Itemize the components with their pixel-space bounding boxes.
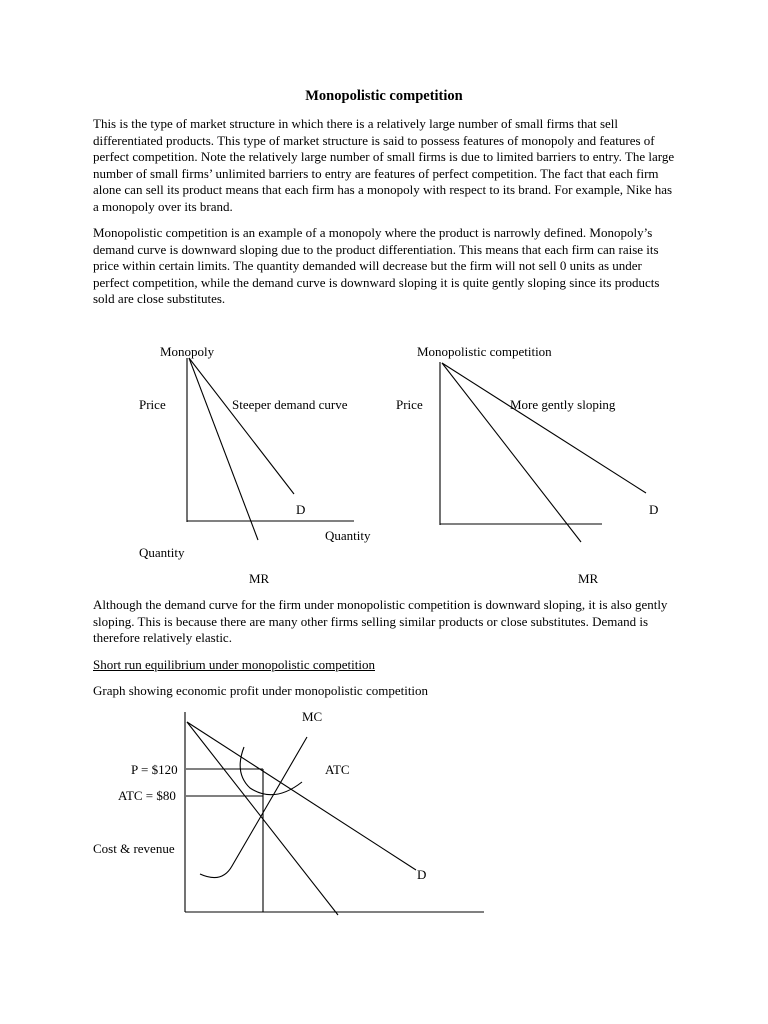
monopoly-quantity-label: Quantity xyxy=(325,528,371,543)
paragraph-elastic-demand: Although the demand curve for the firm under monopolistic competition is downward sloping, it is also gently sloping. This is because there are many other firms selling similar products or close substitutes. Demand is therefore relatively elastic. xyxy=(93,597,668,645)
profit-demand-label: D xyxy=(417,867,427,882)
profit-mc-label: MC xyxy=(302,709,323,724)
section-heading: Short run equilibrium under monopolistic competition xyxy=(93,657,375,672)
graph-caption: Graph showing economic profit under monopolistic competition xyxy=(93,683,429,698)
profit-price-value-label: P = $120 xyxy=(131,762,178,777)
monopolistic-graph-title: Monopolistic competition xyxy=(417,344,552,359)
page-title: Monopolistic competition xyxy=(305,88,463,104)
monopolistic-demand-label: D xyxy=(649,502,659,517)
monopoly-price-label: Price xyxy=(139,397,166,412)
profit-y-axis-label: Cost & revenue xyxy=(93,841,175,856)
monopoly-demand-label: D xyxy=(296,502,306,517)
paragraph-intro: This is the type of market structure in which there is a relatively large number of small firms that sell differentiated products. This type of market structure is said to possess features of monopoly and features of perfect competition. Note the relatively large number of small firms is due to limited barriers to entry. The large number of small firms’ unlimited barriers to entry are features of perfect competition. The fact that each firm alone can sell its product means that each firm has a monopoly with respect to its brand. For example, Nike has a monopoly over its brand. xyxy=(93,116,675,214)
profit-atc-label: ATC xyxy=(325,762,350,777)
monopoly-quantity-label-left: Quantity xyxy=(139,545,185,560)
monopolistic-mr-label: MR xyxy=(578,571,599,586)
monopoly-mr-label: MR xyxy=(249,571,270,586)
monopolistic-curve-note: More gently sloping xyxy=(510,397,616,412)
paragraph-demand-curve: Monopolistic competition is an example of a monopoly where the product is narrowly defined. Monopoly’s demand curve is downward sloping due to the product differentiation. This means that each firm can raise its price within certain limits. The quantity demanded will decrease but the firm will not sell 0 units as under perfect competition, while the demand curve is downward sloping it is quite gently sloping since its products sold are close substitutes. xyxy=(93,225,660,306)
monopolistic-price-label: Price xyxy=(396,397,423,412)
profit-atc-curve xyxy=(240,747,302,795)
profit-atc-value-label: ATC = $80 xyxy=(118,788,176,803)
monopoly-graph-title: Monopoly xyxy=(160,344,215,359)
monopoly-curve-note: Steeper demand curve xyxy=(232,397,348,412)
